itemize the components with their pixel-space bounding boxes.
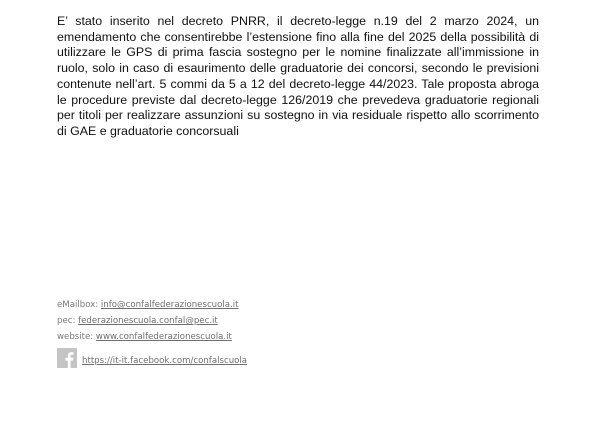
email-line <box>57 297 357 313</box>
pec-line <box>57 313 357 329</box>
email-label: eMailbox: <box>57 300 101 310</box>
contact-footer <box>57 297 357 369</box>
website-line <box>57 329 357 345</box>
body-paragraph: E’ stato inserito nel decreto PNRR, il decreto-legge n.19 del 2 marzo 2024, un emendamento che consentirebbe l’estensione fino alla fine del 2025 della possibilità di utilizzare le GPS di prima fascia sostegno per le nomine finalizzate all’immissione in ruolo, solo in caso di esaurimento delle graduatorie dei concorsi, secondo le previsioni contenute nell’art. 5 commi da 5 a 12 del decreto-legge 44/2023. Tale proposta abroga le procedure previste dal decreto-legge 126/2019 che prevedeva graduatorie regionali per titoli per realizzare assunzioni su sostegno in via residuale rispetto allo scorrimento di GAE e graduatorie concorsuali <box>57 14 539 138</box>
website-link[interactable]: www.confalfederazionescuola.it <box>95 332 232 342</box>
facebook-icon[interactable] <box>57 348 77 368</box>
facebook-link[interactable]: https://it-it.facebook.com/confalscuola <box>82 356 248 366</box>
pec-label: pec: <box>57 316 79 326</box>
facebook-line <box>57 347 357 369</box>
pec-link[interactable]: federazionescuola.confal@pec.it <box>78 316 218 326</box>
email-link[interactable]: info@confalfederazionescuola.it <box>100 300 239 310</box>
website-label: website: <box>57 332 96 342</box>
